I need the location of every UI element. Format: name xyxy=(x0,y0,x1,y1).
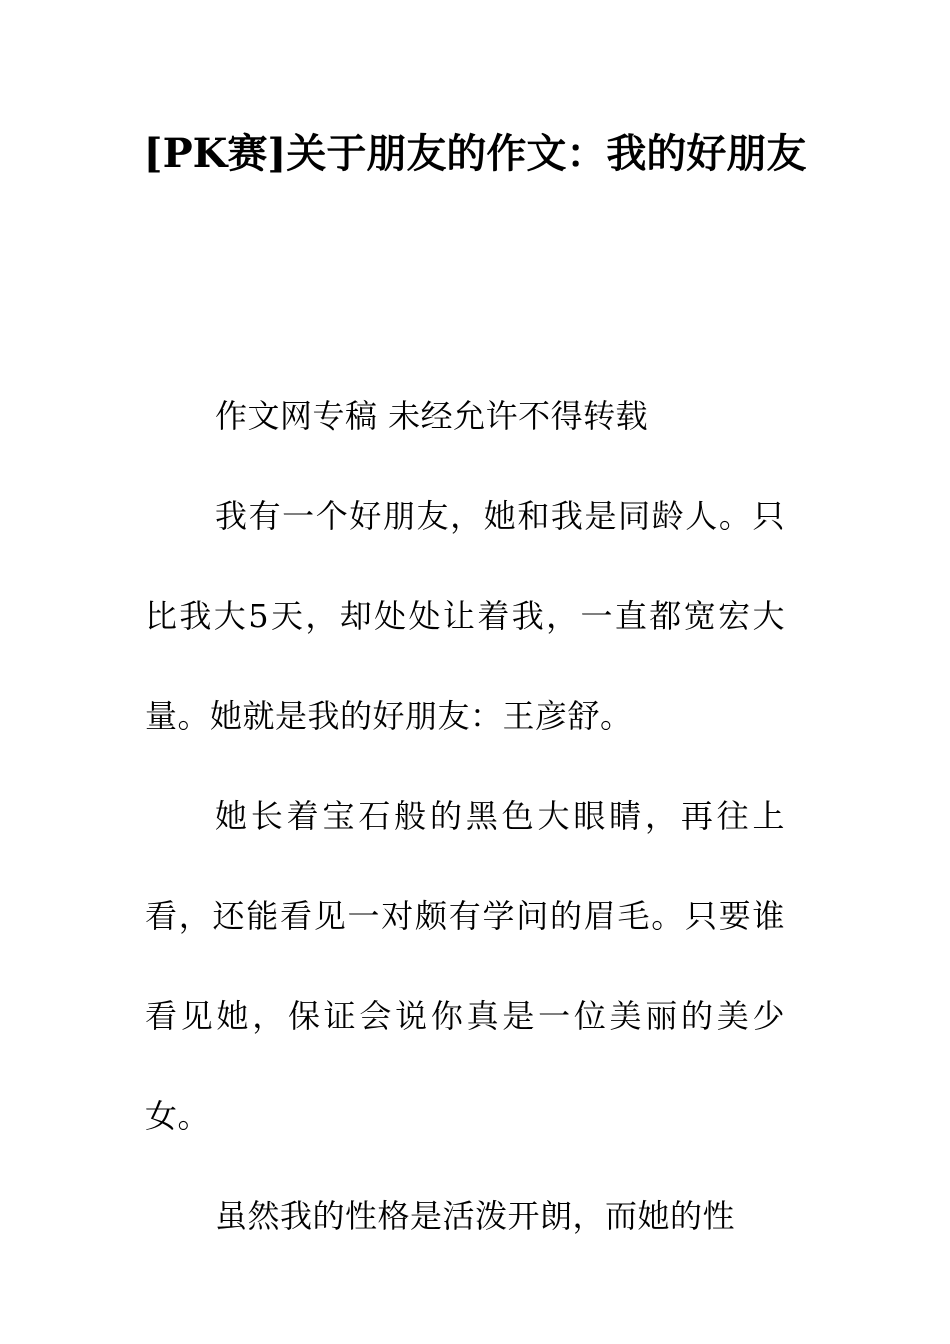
paragraph-copyright-notice: 作文网专稿 未经允许不得转载 xyxy=(215,397,649,435)
paragraph-personality: 虽然我的性格是活泼开朗，而她的性 xyxy=(215,1197,736,1235)
document-body xyxy=(145,366,785,1266)
paragraph-appearance: 她长着宝石般的黑色大眼睛，再往上看，还能看见一对颇有学问的眉毛。只要谁看见她，保证会说你真是一位美丽的美少女。 xyxy=(145,797,785,1135)
document-title: [PK赛]关于朋友的作文：我的好朋友 xyxy=(143,130,807,177)
paragraph-intro-friend: 我有一个好朋友，她和我是同龄人。只比我大5天，却处处让着我，一直都宽宏大量。她就是我的好朋友：王彦舒。 xyxy=(145,497,785,735)
